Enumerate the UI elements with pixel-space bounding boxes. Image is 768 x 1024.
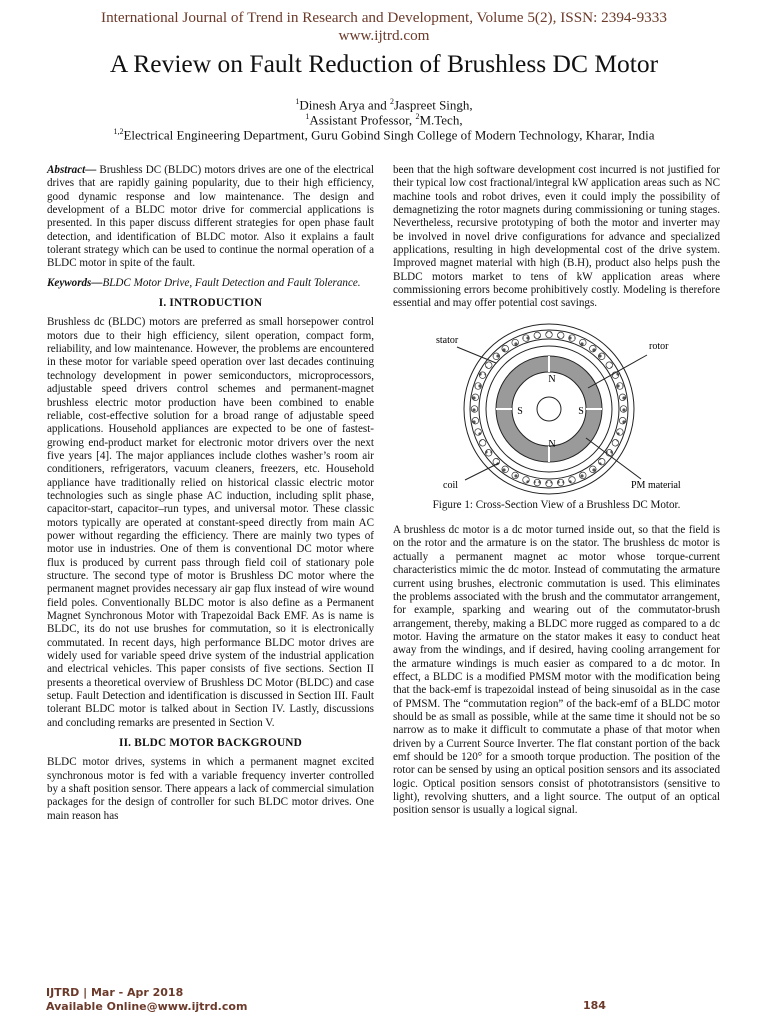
author-name: Jaspreet Singh, <box>393 97 473 113</box>
coil-slot <box>569 476 576 483</box>
paper-title: A Review on Fault Reduction of Brushless DC Motor <box>109 49 659 78</box>
section-heading-introduction: I. INTRODUCTION <box>158 297 263 310</box>
journal-header: International Journal of Trend in Research and Development, Volume 5(2), ISSN: 2394-9333 <box>101 9 667 26</box>
coil-slot <box>546 480 553 487</box>
coil-slot <box>534 332 541 339</box>
coil-slot <box>606 362 613 369</box>
keywords-text: BLDC Motor Drive, Fault Detection and Fault Tolerance. <box>102 276 361 289</box>
coil-slot <box>534 479 541 486</box>
introduction-text: Brushless dc (BLDC) motors are preferred as small horsepower control motors due to their high efficiency, silent operation, compact form, reliability, and low maintenance. However, the problems are encountered in these motor for variable speed operation over last decades continuing technology development in power semiconductors, microprocessors, adjustable speed drivers control schemes and permanent-magnet brushless electric motor production have been combined to enable reliable, cost-effective solution for a broad range of adjustable speed applications. Household appliances are expected to be one of fastest-growing end-product market for electronic motor drivers over the next five years [4]. The major appliances include clothes washer’s room air conditioners, refrigerators, vacuum cleaners, freezers, etc. Household appliance have traditionally relied on historical classic electric motor technologies such as single phase AC induction, including split phase, capacitor-start, capacitor–run types, and universal motor. These classic motors typically are operated at constant-speed directly from main AC power without regarding the efficiency. There are mainly two types of motor use in industries. One of them is conventional DC motor where flux is produced by current pass through field coil of stationary pole structure. The second type of motor is Brushless DC motor where the permanent magnet provides necessary air gap flux instead of wire wound field poles. Conventionally BLDC motor is also define as a Permanent Magnet Synchronous Motor with Trapezoidal Back EMF. As is name is BLDC, its do not use brushes for commutation, so it is electronically commutated. In recent days, high performance BLDC motor drives are widely used for variable speed drive system of the industrial application and electrical vehicles. This paper consists of five sections. Section II presents a theoretical overview of Brushless DC Motor (BLDC) and case setup. Fault Detection and identification is discussed in Section III. Fault tolerant BLDC motor is talked about in Section IV. Lastly, discussions and concluding remarks are presented in Section V. <box>47 316 374 729</box>
role-text: Assistant Professor, <box>309 112 416 128</box>
role-superscript: 2 <box>415 112 420 121</box>
coil-slot <box>557 332 564 339</box>
background-text: BLDC motor drives, systems in which a permanent magnet excited synchronous motor is fed with a variable frequency inverter controlled by a shaft position sensor. There appears a lack of commercial simulation packages for the design of controller for such BLDC motor drives. One main reason has <box>47 756 374 822</box>
affiliation <box>0 124 768 142</box>
affiliation-text: Electrical Engineering Department, Guru Gobind Singh College of Modern Technology, Kharar, India <box>123 127 655 143</box>
coil-slot <box>580 472 587 479</box>
journal-website: www.ijtrd.com <box>338 27 430 44</box>
coil-slot <box>485 449 492 456</box>
role-text: M.Tech, <box>419 112 463 128</box>
pole-label-s: S <box>517 405 523 417</box>
label-pm-material: PM material <box>631 479 681 491</box>
coil-slot <box>612 439 619 446</box>
abstract-text: Brushless DC (BLDC) motors drives are one of the electrical drives that are rapidly gaining popularity, due to their high efficiency, good dynamic response and low maintenance. The design and development of a BLDC motor drive for commercial applications is presented. In this paper discuss different strategies for open phase fault detection, and identification of BLDC motor. Also it explains a fault tolerant strategy which can be used to continue the normal operation of a BLDC motor in spite of the fault. <box>47 164 374 270</box>
role-superscript: 1 <box>305 112 310 121</box>
coil-slot <box>472 394 479 401</box>
keywords-label: Keywords— <box>47 276 103 289</box>
abstract <box>47 164 374 271</box>
coil-slot <box>580 339 587 346</box>
affiliation-superscript: 1,2 <box>113 127 124 136</box>
motor-cross-section-figure <box>393 323 720 495</box>
coil-slot <box>546 331 553 338</box>
coil-slot <box>502 466 509 473</box>
coil-slot <box>471 405 478 412</box>
shaft <box>537 397 561 421</box>
label-rotor: rotor <box>649 340 669 352</box>
pole-label-n: N <box>548 438 556 450</box>
coil-slot <box>502 345 509 352</box>
author-name: Dinesh Arya and <box>299 97 390 113</box>
author-superscript: 1 <box>295 97 300 106</box>
coil-slot <box>485 362 492 369</box>
coil-slot <box>475 428 482 435</box>
coil-slot <box>523 335 530 342</box>
right-column <box>393 164 720 818</box>
motor-diagram <box>393 323 720 495</box>
coil-slot <box>493 353 500 360</box>
coil-slot <box>617 428 624 435</box>
coil-slot <box>512 472 519 479</box>
label-stator: stator <box>436 334 459 346</box>
coil-slot <box>512 339 519 346</box>
pole-label-s: S <box>578 405 584 417</box>
footer-issue: IJTRD | Mar - Apr 2018 <box>46 986 184 999</box>
coil-slot <box>620 405 627 412</box>
footer-online: Available Online@www.ijtrd.com <box>46 1000 248 1013</box>
coil-slot <box>472 417 479 424</box>
section-heading-background: II. BLDC MOTOR BACKGROUND <box>118 737 303 750</box>
coil-slot <box>590 466 597 473</box>
coil-slot <box>479 372 486 379</box>
coil-slot <box>598 458 605 465</box>
coil-slot <box>557 479 564 486</box>
abstract-label: Abstract— <box>47 164 97 176</box>
coil-slot <box>619 417 626 424</box>
coil-slot <box>619 394 626 401</box>
left-column <box>47 164 374 823</box>
continued-paragraph: been that the high software development cost incurred is not justified for their typical low cost fractional/integral kW application areas such as NC machine tools and robot drives, even it could imply the possibility of demagnetizing the rotor magnets during commissioning or tuning stages. Nevertheless, recursive prototyping of both the motor and inverter may be involved in novel drive configurations for advance and specialized applications, resulting in high developmental cost of the drive system. Improved magnet material with high (B.H), product also helps push the BLDC motors market to tens of kW application areas where commissioning errors become prohibitively costly. Modeling is therefore essential and may offer potential cost savings. <box>393 164 720 310</box>
coil-slot <box>590 345 597 352</box>
coil-slot <box>617 382 624 389</box>
coil-slot <box>475 382 482 389</box>
coil-slot <box>569 335 576 342</box>
coil-slot <box>479 439 486 446</box>
body-paragraph: A brushless dc motor is a dc motor turned inside out, so that the field is on the rotor and the armature is on the stator. The brushless dc motor is actually a permanent magnet ac motor whose torque-current characteristics mimic the dc motor. Instead of commutating the armature current using brushes, electronic commutation is used. This eliminates the problems associated with the brush and the commutator arrangement, for example, sparking and wearing out of the commutator-brush arrangement, thereby, making a BLDC more rugged as compared to a dc motor. Having the armature on the stator makes it easy to conduct heat away from the windings, and if desired, having cooling arrangement for the armature windings is much easier as compared to a dc motor. In effect, a BLDC is a modified PMSM motor with the modification being that the back-emf is trapezoidal instead of being sinusoidal as in the case of PMSM. The “commutation region” of the back-emf of a BLDC motor should be as small as possible, while at the same time it should not be so narrow as to make it difficult to commutate a phase of that motor when driven by a Current Source Inverter. The flat constant portion of the back emf should be 120° for a smooth torque production. The position of the rotor can be sensed by using an optical position sensors and its associated logic. Optical position sensors consist of phototransistors (sensitive to light), revolving shutters, and a light source. The output of an optical position sensor is usually a logical signal. <box>393 524 720 817</box>
coil-slot <box>523 476 530 483</box>
author-superscript: 2 <box>389 97 394 106</box>
figure-caption: Figure 1: Cross-Section View of a Brushless DC Motor. <box>432 498 681 511</box>
page-number: 184 <box>583 999 606 1012</box>
keywords <box>47 277 374 290</box>
label-coil: coil <box>443 479 458 491</box>
coil-slot <box>598 353 605 360</box>
pole-label-n: N <box>548 373 556 385</box>
